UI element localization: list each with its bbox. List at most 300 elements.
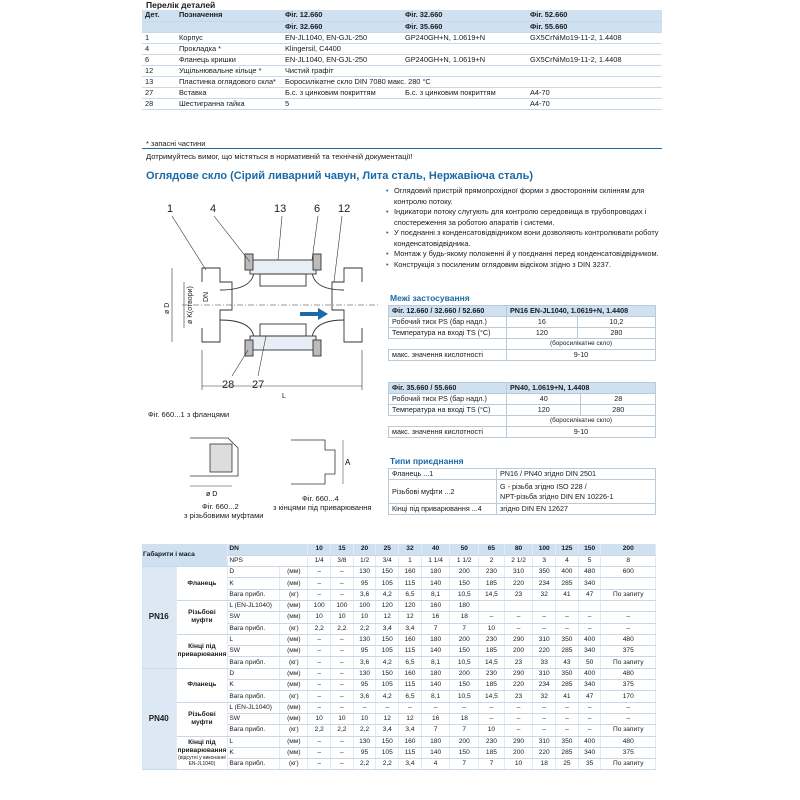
dims-cell	[504, 600, 533, 611]
dims-cell: 310	[504, 567, 533, 578]
limits-value: 9-10	[507, 427, 656, 438]
dims-cell: 10,5	[450, 589, 479, 600]
limits-label: макс. значення кислотності	[389, 427, 507, 438]
dims-cell: –	[331, 702, 354, 713]
dims-cell	[479, 600, 505, 611]
dims-cell: 95	[353, 680, 376, 691]
parts-cell: 28	[142, 98, 176, 109]
dims-cell: 2,2	[308, 623, 331, 634]
dims-cell: 3,4	[376, 623, 399, 634]
callout: 13	[274, 203, 287, 215]
dims-cell: По запиту	[601, 725, 656, 736]
dims-cell: 160	[399, 736, 422, 747]
nps-value: 1/2	[353, 555, 376, 566]
dims-cell: –	[578, 702, 601, 713]
dims-cell: 115	[399, 747, 422, 758]
nps-value: 1 1/2	[450, 555, 479, 566]
dims-cell: По запиту	[601, 657, 656, 668]
feature-item: • Конструкція з посиленим оглядовим відсіком згідно з DIN 3237.	[386, 260, 660, 271]
dims-cell: 185	[479, 646, 505, 657]
dims-cell: 375	[601, 646, 656, 657]
dims-cell: 140	[421, 578, 450, 589]
dims-cell: 234	[533, 680, 556, 691]
dims-cell: 310	[533, 634, 556, 645]
row-label: K	[228, 578, 280, 589]
limits-value: 120	[507, 328, 578, 339]
dn-value: 32	[399, 544, 422, 555]
group-label	[176, 702, 228, 736]
dims-cell: 3,4	[376, 725, 399, 736]
dims-cell: 160	[399, 634, 422, 645]
dims-cell: 7	[450, 759, 479, 770]
parts-cell: EN-JL1040, EN-GJL-250	[282, 54, 402, 65]
dims-cell: 105	[376, 680, 399, 691]
dims-cell: 14,5	[479, 589, 505, 600]
parts-cell: GX5CrNiMo19-11-2, 1.4408	[527, 32, 662, 43]
limits-title: Межі застосування	[390, 293, 470, 303]
dims-cell: –	[504, 623, 533, 634]
dims-cell: 4,2	[376, 589, 399, 600]
dims-cell: 8,1	[421, 657, 450, 668]
nps-value: 8	[601, 555, 656, 566]
divider	[142, 148, 662, 149]
limits-value: 120	[507, 405, 581, 416]
nps-value: 1	[399, 555, 422, 566]
dims-cell: –	[601, 623, 656, 634]
dims-cell: 400	[556, 567, 579, 578]
dims-cell: 234	[533, 578, 556, 589]
dims-cell: –	[504, 725, 533, 736]
row-unit: (кг)	[280, 725, 308, 736]
parts-header: Дет.	[142, 10, 176, 21]
row-unit: (мм)	[280, 702, 308, 713]
parts-cell: 13	[142, 76, 176, 87]
dims-cell: 140	[421, 646, 450, 657]
parts-cell: Пластинка оглядового скла*	[176, 76, 282, 87]
parts-header: Фіг. 52.660	[527, 10, 662, 21]
dims-cell: 185	[479, 747, 505, 758]
dims-cell: –	[533, 623, 556, 634]
dims-cell: –	[331, 567, 354, 578]
row-unit: (кг)	[280, 623, 308, 634]
limits-value: 280	[577, 328, 655, 339]
row-unit: (мм)	[280, 713, 308, 724]
dim-label: A	[345, 458, 351, 467]
row-unit: (мм)	[280, 612, 308, 623]
parts-row	[142, 54, 662, 65]
row-unit: (мм)	[280, 578, 308, 589]
dims-cell: 2,2	[376, 759, 399, 770]
dims-cell: 130	[353, 668, 376, 679]
dims-row	[142, 736, 656, 747]
dims-cell: 16	[421, 612, 450, 623]
limits-value: 280	[581, 405, 656, 416]
pn-label: PN40	[142, 668, 176, 770]
dims-cell: –	[331, 747, 354, 758]
parts-header: Фіг. 12.660	[282, 10, 402, 21]
parts-table	[142, 10, 662, 110]
parts-cell: A4-70	[527, 87, 662, 98]
dims-cell: –	[331, 691, 354, 702]
dims-cell: 43	[556, 657, 579, 668]
parts-row	[142, 65, 662, 76]
dims-cell: –	[308, 634, 331, 645]
dims-cell: 47	[578, 589, 601, 600]
dims-cell: –	[376, 702, 399, 713]
dims-cell: 350	[556, 634, 579, 645]
dims-cell: 10	[331, 713, 354, 724]
callout: 4	[210, 203, 217, 215]
parts-cell	[402, 98, 527, 109]
row-unit: (мм)	[280, 567, 308, 578]
row-unit: (кг)	[280, 589, 308, 600]
feature-list	[386, 186, 660, 270]
parts-title: Перелік деталей	[146, 0, 216, 10]
dims-cell	[601, 600, 656, 611]
row-label: SW	[228, 646, 280, 657]
dims-cell: 6,5	[399, 589, 422, 600]
dims-cell: 120	[399, 600, 422, 611]
dims-cell: 41	[556, 691, 579, 702]
row-label: D	[228, 668, 280, 679]
nps-value: 3/8	[331, 555, 354, 566]
dims-cell: 23	[504, 691, 533, 702]
dims-cell: 12	[399, 612, 422, 623]
row-label: D	[228, 567, 280, 578]
dims-cell: 400	[578, 736, 601, 747]
dims-cell: 350	[556, 736, 579, 747]
dims-cell: 200	[450, 634, 479, 645]
dims-cell: 10	[353, 612, 376, 623]
limits-label: макс. значення кислотності	[389, 350, 507, 361]
dn-value: 15	[331, 544, 354, 555]
dims-cell: 2,2	[331, 623, 354, 634]
row-unit: (мм)	[280, 736, 308, 747]
dims-cell: 340	[578, 680, 601, 691]
dn-value: 80	[504, 544, 533, 555]
dims-cell: 290	[504, 736, 533, 747]
nps-value: 2 1/2	[504, 555, 533, 566]
dims-row	[142, 668, 656, 679]
dims-cell: 290	[504, 634, 533, 645]
dims-cell: –	[504, 713, 533, 724]
connection-spec: згідно DIN EN 12627	[497, 504, 656, 515]
dn-value: 25	[376, 544, 399, 555]
callout: 1	[167, 203, 174, 215]
dims-cell: 12	[399, 713, 422, 724]
limits-header: PN16 EN-JL1040, 1.0619+N, 1.4408	[507, 306, 656, 317]
dn-value: 20	[353, 544, 376, 555]
caption-main: Фіг. 660...1 з фланцями	[148, 410, 230, 419]
row-label: Вага прибл.	[228, 657, 280, 668]
row-unit: (мм)	[280, 680, 308, 691]
dims-cell: 220	[533, 646, 556, 657]
dims-cell: 100	[331, 600, 354, 611]
parts-cell: A4-70	[527, 98, 662, 109]
parts-note: Дотримуйтесь вимог, що містяться в нормативній та технічній документації!	[146, 152, 413, 161]
limits-label: Робочий тиск PS (бар надл.)	[389, 317, 507, 328]
dims-cell: 18	[450, 713, 479, 724]
dims-cell: –	[601, 612, 656, 623]
group-name: Кінці під приварювання	[177, 738, 227, 754]
dims-cell: 400	[578, 634, 601, 645]
parts-cell: 27	[142, 87, 176, 98]
parts-cell: Вставка	[176, 87, 282, 98]
dims-cell: –	[556, 623, 579, 634]
parts-body	[142, 32, 662, 109]
connection-spec: PN16 / PN40 згідно DIN 2501	[497, 469, 656, 480]
dims-cell: 10	[504, 759, 533, 770]
dims-cell: 150	[450, 578, 479, 589]
connections-title: Типи приєднання	[390, 456, 464, 466]
dims-cell: 7	[421, 623, 450, 634]
dims-cell: 375	[601, 747, 656, 758]
callout: 6	[314, 203, 321, 215]
dims-cell: –	[308, 567, 331, 578]
dims-cell: 2,2	[353, 725, 376, 736]
dims-cell: –	[399, 702, 422, 713]
row-label: Вага прибл.	[228, 623, 280, 634]
dims-cell: 230	[479, 736, 505, 747]
limits-value: 10,2	[577, 317, 655, 328]
feature-item: • Монтаж у будь-якому положенні й у поєднанні перед конденсатовідвідником.	[386, 249, 660, 260]
dims-cell: 130	[353, 634, 376, 645]
pn-label: PN16	[142, 567, 176, 669]
parts-cell: GX5CrNiMo19-11-2, 1.4408	[527, 54, 662, 65]
dims-cell: 100	[308, 600, 331, 611]
dims-cell: 4,2	[376, 657, 399, 668]
dims-cell: По запиту	[601, 589, 656, 600]
dims-cell: –	[331, 657, 354, 668]
dims-cell: 115	[399, 578, 422, 589]
dims-cell: 2,2	[353, 759, 376, 770]
dims-cell: 150	[376, 634, 399, 645]
limits-label: Температура на вході TS (°C)	[389, 405, 507, 416]
dims-cell: 105	[376, 747, 399, 758]
dims-cell: 200	[504, 747, 533, 758]
dims-cell: 185	[479, 680, 505, 691]
dims-cell: 50	[578, 657, 601, 668]
group-label	[176, 567, 228, 601]
limits-note: (боросилікатне скло)	[507, 416, 656, 427]
callout: 12	[338, 203, 351, 215]
dims-cell: 180	[421, 567, 450, 578]
connections-table	[388, 468, 656, 515]
dims-cell: 105	[376, 578, 399, 589]
dims-cell: –	[331, 759, 354, 770]
dims-cell: 140	[421, 680, 450, 691]
row-unit: (кг)	[280, 759, 308, 770]
dims-cell: 23	[504, 657, 533, 668]
dims-cell: –	[578, 713, 601, 724]
dims-cell: 375	[601, 680, 656, 691]
dims-cell: 10	[479, 725, 505, 736]
caption-thread-1: Фіг. 660...2	[202, 502, 239, 511]
dims-cell: 480	[601, 634, 656, 645]
dims-cell: 8,1	[421, 691, 450, 702]
dims-cell: –	[504, 702, 533, 713]
dims-cell	[601, 578, 656, 589]
dims-cell: 180	[421, 634, 450, 645]
parts-cell: Прокладка *	[176, 43, 282, 54]
dims-cell: 170	[601, 691, 656, 702]
dims-row	[142, 634, 656, 645]
limits-value: 9-10	[507, 350, 656, 361]
dims-cell: 33	[533, 657, 556, 668]
parts-cell: Б.с. з цинковим покриттям	[282, 87, 402, 98]
group-sub: (відсутні у виконанні EN-JL1040)	[178, 754, 226, 767]
dims-cell: 200	[504, 646, 533, 657]
dims-cell	[533, 600, 556, 611]
dims-cell: 4	[421, 759, 450, 770]
dims-cell: 23	[504, 589, 533, 600]
dims-cell: –	[421, 702, 450, 713]
parts-header: Фіг. 35.660	[402, 21, 527, 32]
row-label: L	[228, 634, 280, 645]
dims-cell: –	[308, 589, 331, 600]
dims-cell: 310	[533, 736, 556, 747]
dims-cell: 600	[601, 567, 656, 578]
dims-cell: –	[308, 691, 331, 702]
parts-header	[176, 21, 282, 32]
dims-cell: –	[479, 713, 505, 724]
dims-cell: 6,5	[399, 657, 422, 668]
dims-cell: 180	[450, 600, 479, 611]
feature-item: • Індикатори потоку слугують для контролю середовища в трубопроводах і спостереження за роботою апаратів і системи.	[386, 207, 660, 228]
dims-cell: 160	[399, 668, 422, 679]
dims-cell: 340	[578, 646, 601, 657]
dims-cell: 180	[421, 736, 450, 747]
dims-cell: 220	[533, 747, 556, 758]
dim-label: L	[282, 393, 286, 400]
row-unit: (мм)	[280, 747, 308, 758]
dims-cell	[578, 600, 601, 611]
limits-label: Температура на вході TS (°C)	[389, 328, 507, 339]
group-label	[176, 736, 228, 770]
dims-cell: 32	[533, 589, 556, 600]
dims-cell: –	[450, 702, 479, 713]
dims-cell: 150	[376, 668, 399, 679]
dims-cell: 10,5	[450, 691, 479, 702]
connection-type: Фланець ...1	[389, 469, 497, 480]
dims-cell: –	[308, 668, 331, 679]
dims-cell: 95	[353, 646, 376, 657]
dims-cell: –	[308, 646, 331, 657]
parts-row	[142, 32, 662, 43]
parts-cell: Чистий графіт	[282, 65, 662, 76]
row-label: SW	[228, 612, 280, 623]
parts-row	[142, 98, 662, 109]
dims-cell: 4,2	[376, 691, 399, 702]
dims-cell: 480	[601, 668, 656, 679]
caption-thread-2: з різьбовими муфтами	[184, 511, 264, 520]
dims-row	[142, 702, 656, 713]
dims-cell: –	[479, 612, 505, 623]
dims-cell: –	[331, 634, 354, 645]
parts-cell: Б.с. з цинковим покриттям	[402, 87, 527, 98]
dim-label: ø D	[206, 491, 218, 498]
nps-value: 1/4	[308, 555, 331, 566]
dims-cell: 160	[421, 600, 450, 611]
row-unit: (кг)	[280, 657, 308, 668]
limits-note: (боросилікатне скло)	[507, 339, 656, 350]
dims-cell: 3,4	[399, 725, 422, 736]
group-name: Різьбові муфти	[188, 609, 216, 625]
dim-label: ø K(отвори)	[187, 286, 194, 324]
group-label	[176, 634, 228, 668]
dims-cell: 230	[479, 668, 505, 679]
dims-body	[142, 544, 656, 770]
dims-cell: 10,5	[450, 657, 479, 668]
dims-header-row	[142, 544, 656, 555]
parts-cell: 12	[142, 65, 176, 76]
dims-cell: 12	[376, 612, 399, 623]
callout: 28	[222, 379, 235, 391]
row-unit: (мм)	[280, 668, 308, 679]
dims-cell: –	[308, 747, 331, 758]
dims-cell: –	[353, 702, 376, 713]
dims-row	[142, 567, 656, 578]
dims-cell: 285	[556, 747, 579, 758]
dims-cell: 180	[421, 668, 450, 679]
dimensions-table	[142, 544, 656, 770]
dims-cell: –	[308, 702, 331, 713]
parts-row	[142, 87, 662, 98]
dims-cell: 150	[376, 736, 399, 747]
dims-cell: 400	[578, 668, 601, 679]
parts-footnote: * запасні частини	[146, 139, 206, 148]
dims-cell: 10	[308, 713, 331, 724]
dims-cell: 350	[533, 567, 556, 578]
dim-label: DN	[203, 291, 210, 302]
parts-row	[142, 76, 662, 87]
row-label: L (EN-JL1040)	[228, 600, 280, 611]
row-label: Вага прибл.	[228, 691, 280, 702]
dims-cell: 14,5	[479, 691, 505, 702]
dims-cell: 16	[421, 713, 450, 724]
dims-cell: 2,2	[353, 623, 376, 634]
dn-value: 200	[601, 544, 656, 555]
connection-type: Кінці під приварювання ...4	[389, 504, 497, 515]
dims-cell: –	[504, 612, 533, 623]
valve-drawing	[142, 190, 382, 422]
limits-table-1	[388, 305, 656, 361]
dims-cell: 290	[504, 668, 533, 679]
dims-cell: –	[601, 713, 656, 724]
dims-cell: –	[533, 725, 556, 736]
dims-cell: 12	[376, 713, 399, 724]
dims-cell: 41	[556, 589, 579, 600]
dims-cell: 340	[578, 747, 601, 758]
dims-cell: 150	[450, 680, 479, 691]
dims-cell: 480	[578, 567, 601, 578]
dims-cell: –	[601, 702, 656, 713]
dn-value: 150	[578, 544, 601, 555]
row-unit: (мм)	[280, 646, 308, 657]
group-label	[176, 668, 228, 702]
dims-cell: 350	[556, 668, 579, 679]
dims-cell: 150	[450, 646, 479, 657]
dims-cell: 95	[353, 578, 376, 589]
dims-cell: –	[479, 702, 505, 713]
dims-cell: 14,5	[479, 657, 505, 668]
dims-cell: –	[578, 612, 601, 623]
dims-cell: 200	[450, 736, 479, 747]
dims-cell: –	[308, 680, 331, 691]
dims-cell: 185	[479, 578, 505, 589]
dims-cell: 18	[533, 759, 556, 770]
dims-cell: –	[533, 713, 556, 724]
